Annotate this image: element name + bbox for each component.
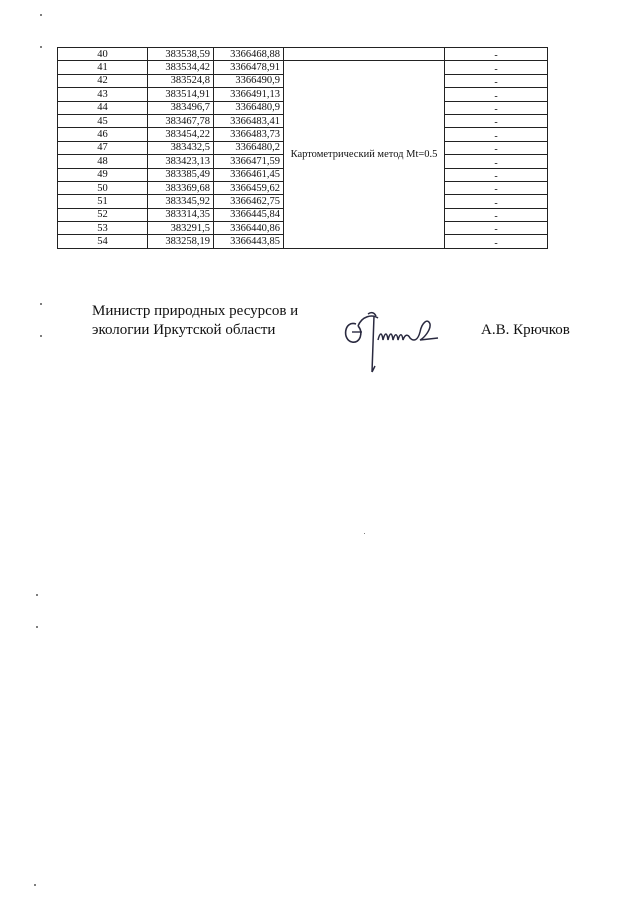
y-coordinate-cell: 3366483,41 — [214, 114, 284, 127]
value-cell: - — [445, 128, 548, 141]
y-coordinate-cell: 3366468,88 — [214, 48, 284, 61]
signatory-title-line2: экологии Иркутской области — [92, 322, 276, 338]
y-coordinate-cell: 3366490,9 — [214, 74, 284, 87]
y-coordinate-cell: 3366461,45 — [214, 168, 284, 181]
margin-dot — [40, 14, 42, 16]
x-coordinate-cell: 383423,13 — [148, 155, 214, 168]
y-coordinate-cell: 3366440,86 — [214, 222, 284, 235]
point-number-cell: 54 — [58, 235, 148, 248]
x-coordinate-cell: 383432,5 — [148, 141, 214, 154]
x-coordinate-cell: 383454,22 — [148, 128, 214, 141]
x-coordinate-cell: 383314,35 — [148, 208, 214, 221]
value-cell: - — [445, 155, 548, 168]
point-number-cell: 40 — [58, 48, 148, 61]
x-coordinate-cell: 383496,7 — [148, 101, 214, 114]
point-number-cell: 53 — [58, 222, 148, 235]
point-number-cell: 52 — [58, 208, 148, 221]
y-coordinate-cell: 3366483,73 — [214, 128, 284, 141]
y-coordinate-cell: 3366459,62 — [214, 181, 284, 194]
point-number-cell: 51 — [58, 195, 148, 208]
table-row — [58, 61, 548, 74]
point-number-cell: 44 — [58, 101, 148, 114]
y-coordinate-cell: 3366462,75 — [214, 195, 284, 208]
y-coordinate-cell: 3366480,2 — [214, 141, 284, 154]
x-coordinate-cell: 383291,5 — [148, 222, 214, 235]
y-coordinate-cell: 3366443,85 — [214, 235, 284, 248]
value-cell: - — [445, 141, 548, 154]
y-coordinate-cell: 3366480,9 — [214, 101, 284, 114]
value-cell: - — [445, 208, 548, 221]
value-cell: - — [445, 168, 548, 181]
value-cell: - — [445, 181, 548, 194]
margin-dot — [40, 46, 42, 48]
x-coordinate-cell: 383514,91 — [148, 88, 214, 101]
value-cell: - — [445, 114, 548, 127]
value-cell: - — [445, 101, 548, 114]
y-coordinate-cell: 3366471,59 — [214, 155, 284, 168]
y-coordinate-cell: 3366478,91 — [214, 61, 284, 74]
point-number-cell: 43 — [58, 88, 148, 101]
x-coordinate-cell: 383258,19 — [148, 235, 214, 248]
y-coordinate-cell: 3366491,13 — [214, 88, 284, 101]
method-cell-top — [284, 48, 445, 61]
value-cell: - — [445, 195, 548, 208]
value-cell: - — [445, 88, 548, 101]
x-coordinate-cell: 383345,92 — [148, 195, 214, 208]
point-number-cell: 46 — [58, 128, 148, 141]
signatory-name: А.В. Крючков — [481, 322, 570, 338]
signatory-title-line1: Министр природных ресурсов и — [92, 303, 299, 319]
x-coordinate-cell: 383538,59 — [148, 48, 214, 61]
value-cell: - — [445, 61, 548, 74]
margin-dot — [364, 533, 365, 534]
point-number-cell: 45 — [58, 114, 148, 127]
value-cell: - — [445, 235, 548, 248]
value-cell: - — [445, 48, 548, 61]
method-cell: Картометрический метод Mt=0.5 — [284, 61, 445, 248]
table-row — [58, 48, 548, 61]
value-cell: - — [445, 222, 548, 235]
x-coordinate-cell: 383385,49 — [148, 168, 214, 181]
point-number-cell: 50 — [58, 181, 148, 194]
handwritten-signature — [338, 302, 448, 377]
point-number-cell: 49 — [58, 168, 148, 181]
coordinates-table — [57, 47, 548, 249]
margin-dot — [36, 626, 38, 628]
margin-dot — [36, 594, 38, 596]
margin-dot — [40, 303, 42, 305]
y-coordinate-cell: 3366445,84 — [214, 208, 284, 221]
x-coordinate-cell: 383524,8 — [148, 74, 214, 87]
margin-dot — [34, 884, 36, 886]
x-coordinate-cell: 383369,68 — [148, 181, 214, 194]
value-cell: - — [445, 74, 548, 87]
point-number-cell: 41 — [58, 61, 148, 74]
x-coordinate-cell: 383534,42 — [148, 61, 214, 74]
point-number-cell: 47 — [58, 141, 148, 154]
point-number-cell: 48 — [58, 155, 148, 168]
margin-dot — [40, 335, 42, 337]
x-coordinate-cell: 383467,78 — [148, 114, 214, 127]
point-number-cell: 42 — [58, 74, 148, 87]
signatory-title — [92, 302, 298, 340]
